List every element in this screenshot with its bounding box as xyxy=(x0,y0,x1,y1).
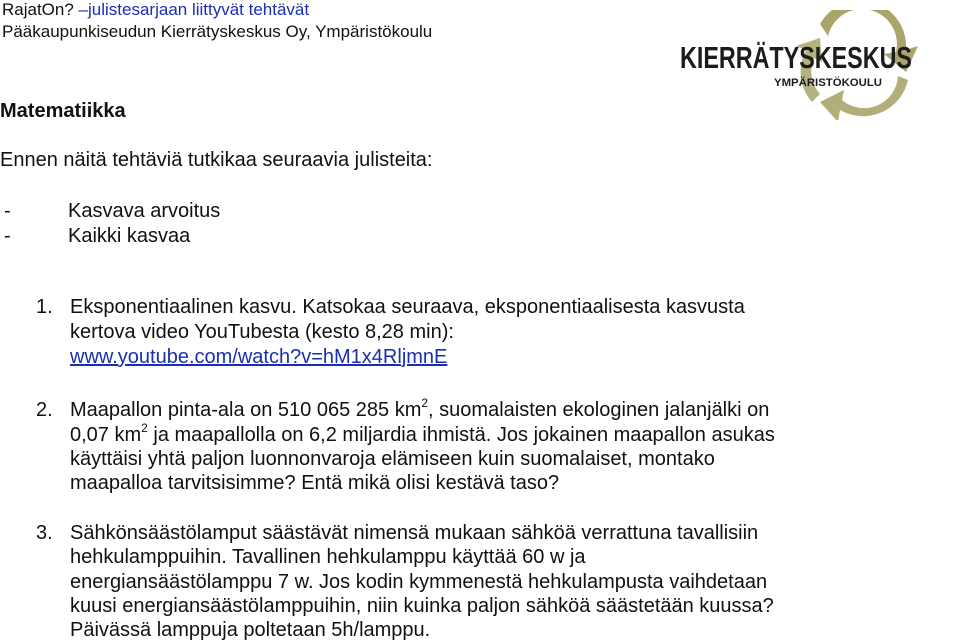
task-text: Päivässä lamppuja poltetaan 5h/lamppu. xyxy=(70,619,431,641)
task-text: Sähkönsäästölamput säästävät nimensä mukaan sähköä verrattuna tavallisiin xyxy=(70,522,759,544)
task-text: energiansäästölamppu 7 w. Jos kodin kymmenestä hehkulampusta vaihdetaan xyxy=(70,571,768,593)
list-dash: - xyxy=(4,200,11,222)
header-brand: RajatOn? xyxy=(2,0,74,19)
task-number: 2. xyxy=(36,399,53,421)
task-text: maapalloa tarvitsisimme? Entä mikä olisi kestävä taso? xyxy=(70,472,560,494)
task-text: käyttäisi yhtä paljon luonnonvaroja elämiseen kuin suomalaiset, montako xyxy=(70,448,715,470)
task-text: hehkulamppuihin. Tavallinen hehkulamppu käyttää 60 w ja xyxy=(70,546,586,568)
task-text: kertova video YouTubesta (kesto 8,28 min): xyxy=(70,321,454,343)
task-number: 3. xyxy=(36,522,53,544)
page-title: Matematiikka xyxy=(0,100,126,122)
task-text xyxy=(70,423,775,449)
youtube-link-text[interactable]: www.youtube.com/watch?v=hM1x4RljmnE xyxy=(70,346,448,368)
task-text: kuusi energiansäästölamppuihin, niin kuinka paljon sähköä säästetään kuussa? xyxy=(70,595,774,617)
logo-tagline: YMPÄRISTÖKOULU xyxy=(774,77,879,89)
task-text xyxy=(70,398,769,424)
header-title xyxy=(2,0,309,20)
task-text: Eksponentiaalinen kasvu. Katsokaa seuraava, eksponentiaalisesta kasvusta xyxy=(70,296,745,318)
youtube-link[interactable] xyxy=(70,345,447,369)
header-series-link[interactable]: –julistesarjaan liittyvät tehtävät xyxy=(73,0,310,19)
superscript: 2 xyxy=(141,421,148,435)
task-number: 1. xyxy=(36,296,53,318)
list-item xyxy=(4,199,220,223)
intro-text: Ennen näitä tehtäviä tutkikaa seuraavia julisteita: xyxy=(0,149,433,171)
header-organization: Pääkaupunkiseudun Kierrätyskeskus Oy, Ympäristökoulu xyxy=(2,22,433,41)
task-text-part: ja maapallolla on 6,2 miljardia ihmistä. Jos jokainen maapallon asukas xyxy=(147,424,775,446)
task-text-part: , suomalaisten ekologinen jalanjälki on xyxy=(428,399,770,421)
poster-name: Kaikki kasvaa xyxy=(68,225,191,247)
list-item xyxy=(4,224,190,248)
task-text-part: Maapallon pinta-ala on 510 065 285 km xyxy=(70,399,422,421)
kierratyskeskus-logo xyxy=(670,10,960,120)
superscript: 2 xyxy=(421,396,429,410)
list-dash: - xyxy=(4,225,11,247)
poster-name: Kasvava arvoitus xyxy=(68,200,221,222)
task-text-part: 0,07 km xyxy=(70,424,142,446)
logo-name: KIERRÄTYSKESKUS xyxy=(680,40,912,75)
